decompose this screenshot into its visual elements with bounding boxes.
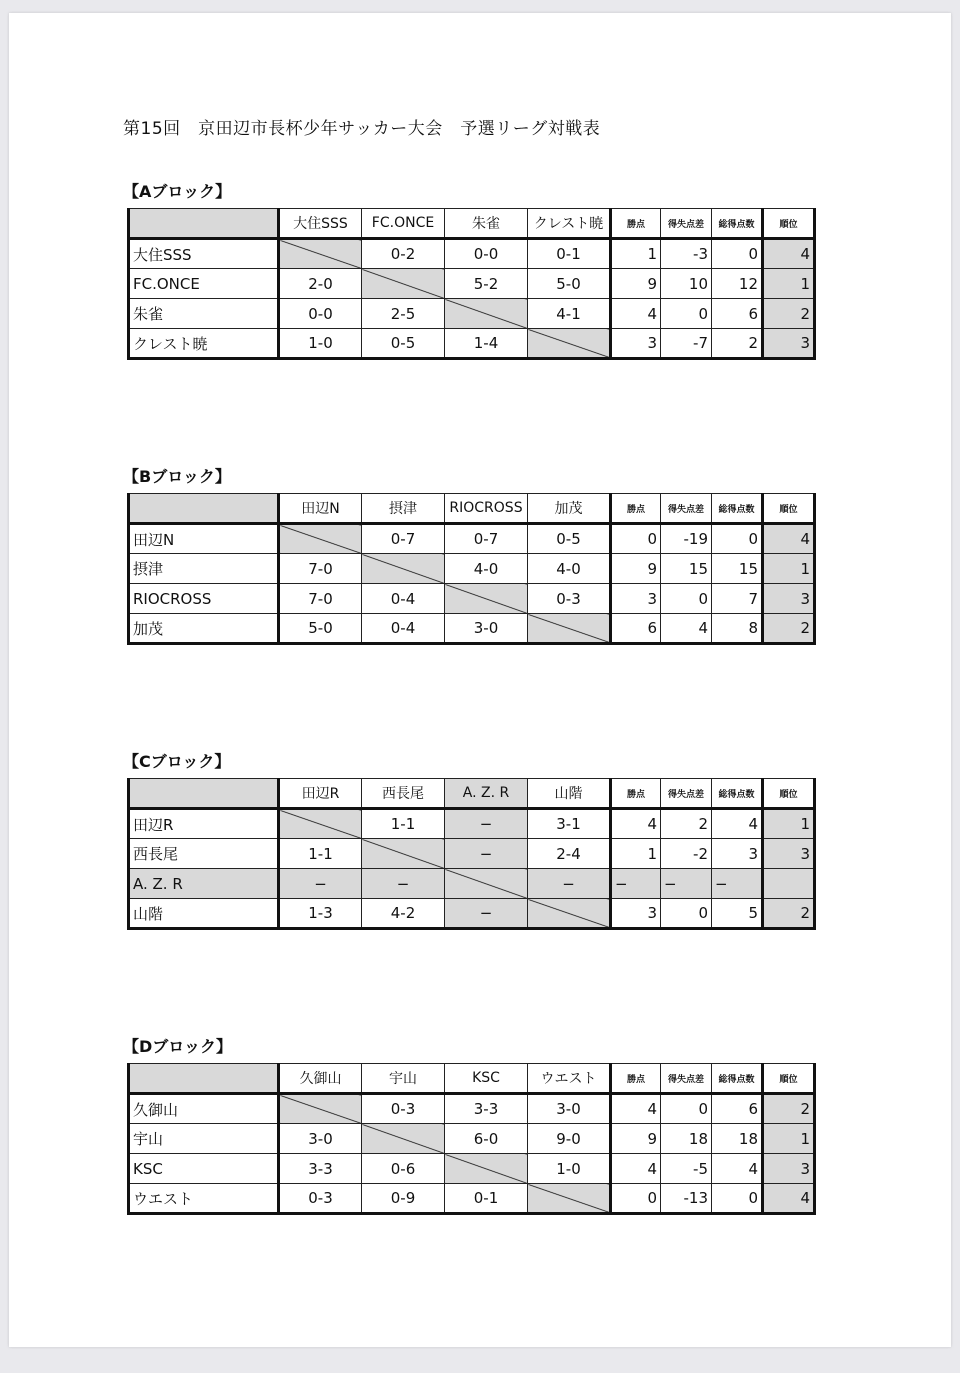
goals-for-value: 12 (712, 269, 763, 299)
match-score: 0-4 (362, 614, 445, 644)
points-value: − (611, 869, 661, 899)
rank-value: 4 (763, 1184, 815, 1214)
match-score: 7-0 (279, 584, 362, 614)
points-value: 0 (611, 524, 661, 554)
header-corner (129, 779, 279, 809)
row-team-name: 田辺N (129, 524, 279, 554)
rank-value: 2 (763, 299, 815, 329)
header-row (129, 1064, 815, 1094)
match-score: 4-0 (528, 554, 611, 584)
goal-difference-value: -19 (661, 524, 712, 554)
row-team-name: 田辺R (129, 809, 279, 839)
self-match-cell (445, 869, 528, 899)
row-team-name: クレスト暁 (129, 329, 279, 359)
goals-for-value: 15 (712, 554, 763, 584)
match-score: 3-3 (445, 1094, 528, 1124)
header-corner (129, 209, 279, 239)
match-score: 0-5 (362, 329, 445, 359)
column-team-header: 山階 (528, 779, 611, 809)
table-row (129, 269, 815, 299)
goal-difference-value: 18 (661, 1124, 712, 1154)
match-score: 7-0 (279, 554, 362, 584)
goal-difference-value: -5 (661, 1154, 712, 1184)
self-match-cell (528, 614, 611, 644)
match-score: 0-3 (362, 1094, 445, 1124)
row-team-name: 朱雀 (129, 299, 279, 329)
row-team-name: 久御山 (129, 1094, 279, 1124)
row-team-name: 西長尾 (129, 839, 279, 869)
match-score: 0-0 (445, 239, 528, 269)
row-team-name: FC.ONCE (129, 269, 279, 299)
match-score: 3-1 (528, 809, 611, 839)
column-team-header: 摂津 (362, 494, 445, 524)
match-score: 0-3 (279, 1184, 362, 1214)
goals-for-value: 8 (712, 614, 763, 644)
table-row (129, 614, 815, 644)
match-score: 4-0 (445, 554, 528, 584)
points-value: 4 (611, 1094, 661, 1124)
match-score: 2-0 (279, 269, 362, 299)
page-title: 第15回 京田辺市長杯少年サッカー大会 予選リーグ対戦表 (123, 119, 601, 139)
row-team-name: 山階 (129, 899, 279, 929)
match-score: 1-1 (279, 839, 362, 869)
block-label-b: 【Bブロック】 (123, 467, 231, 486)
match-score: 0-7 (445, 524, 528, 554)
points-value: 3 (611, 899, 661, 929)
header-row (129, 494, 815, 524)
points-value: 1 (611, 239, 661, 269)
points-value: 4 (611, 809, 661, 839)
points-value: 9 (611, 1124, 661, 1154)
match-score: 5-2 (445, 269, 528, 299)
match-score: 3-3 (279, 1154, 362, 1184)
table-row (129, 1184, 815, 1214)
league-table-d (127, 1063, 816, 1215)
column-team-header: 宇山 (362, 1064, 445, 1094)
match-score: 5-0 (279, 614, 362, 644)
goal-difference-value: 2 (661, 809, 712, 839)
header-row (129, 779, 815, 809)
self-match-cell (362, 839, 445, 869)
self-match-cell (528, 1184, 611, 1214)
goal-difference-value: 0 (661, 299, 712, 329)
goal-difference-value: -2 (661, 839, 712, 869)
self-match-cell (528, 899, 611, 929)
match-score: 1-0 (279, 329, 362, 359)
rank-value: 2 (763, 1094, 815, 1124)
match-score: 1-1 (362, 809, 445, 839)
goal-difference-header: 得失点差 (661, 1064, 712, 1094)
match-score: 3-0 (528, 1094, 611, 1124)
table-row (129, 809, 815, 839)
goals-for-value: 3 (712, 839, 763, 869)
table-row (129, 239, 815, 269)
column-team-header: 大住SSS (279, 209, 362, 239)
goals-for-header: 総得点数 (712, 494, 763, 524)
points-value: 0 (611, 1184, 661, 1214)
self-match-cell (279, 809, 362, 839)
points-value: 3 (611, 584, 661, 614)
document-page (9, 13, 951, 1347)
row-team-name: RIOCROSS (129, 584, 279, 614)
points-header: 勝点 (611, 779, 661, 809)
goal-difference-value: 0 (661, 584, 712, 614)
goal-difference-header: 得失点差 (661, 494, 712, 524)
table-row (129, 524, 815, 554)
table-row (129, 899, 815, 929)
goal-difference-value: 4 (661, 614, 712, 644)
table-row (129, 869, 815, 899)
row-team-name: KSC (129, 1154, 279, 1184)
goals-for-value: 0 (712, 1184, 763, 1214)
match-score: 0-1 (528, 239, 611, 269)
match-score: 0-4 (362, 584, 445, 614)
table-row (129, 839, 815, 869)
goal-difference-value: 0 (661, 899, 712, 929)
goals-for-value: 0 (712, 239, 763, 269)
rank-value: 2 (763, 899, 815, 929)
match-score: 1-4 (445, 329, 528, 359)
match-score: 0-7 (362, 524, 445, 554)
match-score: 0-0 (279, 299, 362, 329)
self-match-cell (279, 524, 362, 554)
table-row (129, 1154, 815, 1184)
points-value: 9 (611, 554, 661, 584)
rank-value: 4 (763, 524, 815, 554)
match-score: 4-1 (528, 299, 611, 329)
column-team-header: A. Z. R (445, 779, 528, 809)
rank-header: 順位 (763, 1064, 815, 1094)
rank-value: 4 (763, 239, 815, 269)
match-score: − (528, 869, 611, 899)
rank-value: 3 (763, 839, 815, 869)
points-value: 9 (611, 269, 661, 299)
points-header: 勝点 (611, 494, 661, 524)
goals-for-value: 6 (712, 1094, 763, 1124)
match-score: 0-6 (362, 1154, 445, 1184)
column-team-header: クレスト暁 (528, 209, 611, 239)
match-score: 0-2 (362, 239, 445, 269)
header-row (129, 209, 815, 239)
goal-difference-value: 10 (661, 269, 712, 299)
goals-for-value: 2 (712, 329, 763, 359)
rank-value: 1 (763, 809, 815, 839)
column-team-header: KSC (445, 1064, 528, 1094)
column-team-header: 久御山 (279, 1064, 362, 1094)
goals-for-value: 18 (712, 1124, 763, 1154)
points-header: 勝点 (611, 209, 661, 239)
match-score: 0-1 (445, 1184, 528, 1214)
match-score: 2-5 (362, 299, 445, 329)
column-team-header: 田辺R (279, 779, 362, 809)
goals-for-value: 4 (712, 809, 763, 839)
row-team-name: 大住SSS (129, 239, 279, 269)
goals-for-value: 5 (712, 899, 763, 929)
league-table-b (127, 493, 816, 645)
goal-difference-value: -7 (661, 329, 712, 359)
rank-value (763, 869, 815, 899)
match-score: − (279, 869, 362, 899)
column-team-header: RIOCROSS (445, 494, 528, 524)
rank-header: 順位 (763, 779, 815, 809)
self-match-cell (445, 1154, 528, 1184)
self-match-cell (279, 1094, 362, 1124)
goals-for-header: 総得点数 (712, 779, 763, 809)
self-match-cell (362, 1124, 445, 1154)
block-label-c: 【Cブロック】 (123, 752, 231, 771)
row-team-name: 宇山 (129, 1124, 279, 1154)
goals-for-header: 総得点数 (712, 1064, 763, 1094)
goals-for-value: 4 (712, 1154, 763, 1184)
goal-difference-value: -3 (661, 239, 712, 269)
match-score: 3-0 (279, 1124, 362, 1154)
column-team-header: 朱雀 (445, 209, 528, 239)
table-row (129, 1124, 815, 1154)
goal-difference-value: − (661, 869, 712, 899)
match-score: − (362, 869, 445, 899)
goals-for-value: − (712, 869, 763, 899)
goals-for-header: 総得点数 (712, 209, 763, 239)
self-match-cell (528, 329, 611, 359)
points-header: 勝点 (611, 1064, 661, 1094)
column-team-header: 加茂 (528, 494, 611, 524)
header-corner (129, 1064, 279, 1094)
rank-header: 順位 (763, 209, 815, 239)
column-team-header: 西長尾 (362, 779, 445, 809)
league-table-a (127, 208, 816, 360)
rank-value: 2 (763, 614, 815, 644)
goal-difference-value: 15 (661, 554, 712, 584)
table-row (129, 329, 815, 359)
row-team-name: 摂津 (129, 554, 279, 584)
match-score: 4-2 (362, 899, 445, 929)
points-value: 4 (611, 299, 661, 329)
row-team-name: A. Z. R (129, 869, 279, 899)
goal-difference-header: 得失点差 (661, 779, 712, 809)
rank-value: 1 (763, 269, 815, 299)
match-score: 5-0 (528, 269, 611, 299)
goals-for-value: 6 (712, 299, 763, 329)
column-team-header: FC.ONCE (362, 209, 445, 239)
rank-header: 順位 (763, 494, 815, 524)
match-score: 0-3 (528, 584, 611, 614)
self-match-cell (279, 239, 362, 269)
table-row (129, 584, 815, 614)
table-row (129, 1094, 815, 1124)
column-team-header: ウエスト (528, 1064, 611, 1094)
rank-value: 3 (763, 329, 815, 359)
rank-value: 1 (763, 554, 815, 584)
column-team-header: 田辺N (279, 494, 362, 524)
self-match-cell (445, 584, 528, 614)
self-match-cell (445, 299, 528, 329)
self-match-cell (362, 269, 445, 299)
points-value: 4 (611, 1154, 661, 1184)
self-match-cell (362, 554, 445, 584)
match-score: 1-0 (528, 1154, 611, 1184)
goal-difference-value: -13 (661, 1184, 712, 1214)
goals-for-value: 0 (712, 524, 763, 554)
row-team-name: ウエスト (129, 1184, 279, 1214)
match-score: 0-9 (362, 1184, 445, 1214)
match-score: − (445, 839, 528, 869)
table-row (129, 554, 815, 584)
points-value: 6 (611, 614, 661, 644)
row-team-name: 加茂 (129, 614, 279, 644)
table-row (129, 299, 815, 329)
match-score: 9-0 (528, 1124, 611, 1154)
match-score: 6-0 (445, 1124, 528, 1154)
goal-difference-value: 0 (661, 1094, 712, 1124)
block-label-a: 【Aブロック】 (123, 182, 232, 201)
match-score: 0-5 (528, 524, 611, 554)
rank-value: 3 (763, 1154, 815, 1184)
match-score: − (445, 899, 528, 929)
match-score: − (445, 809, 528, 839)
header-corner (129, 494, 279, 524)
points-value: 1 (611, 839, 661, 869)
match-score: 2-4 (528, 839, 611, 869)
goals-for-value: 7 (712, 584, 763, 614)
goal-difference-header: 得失点差 (661, 209, 712, 239)
points-value: 3 (611, 329, 661, 359)
block-label-d: 【Dブロック】 (123, 1037, 232, 1056)
match-score: 1-3 (279, 899, 362, 929)
rank-value: 3 (763, 584, 815, 614)
rank-value: 1 (763, 1124, 815, 1154)
league-table-c (127, 778, 816, 930)
match-score: 3-0 (445, 614, 528, 644)
